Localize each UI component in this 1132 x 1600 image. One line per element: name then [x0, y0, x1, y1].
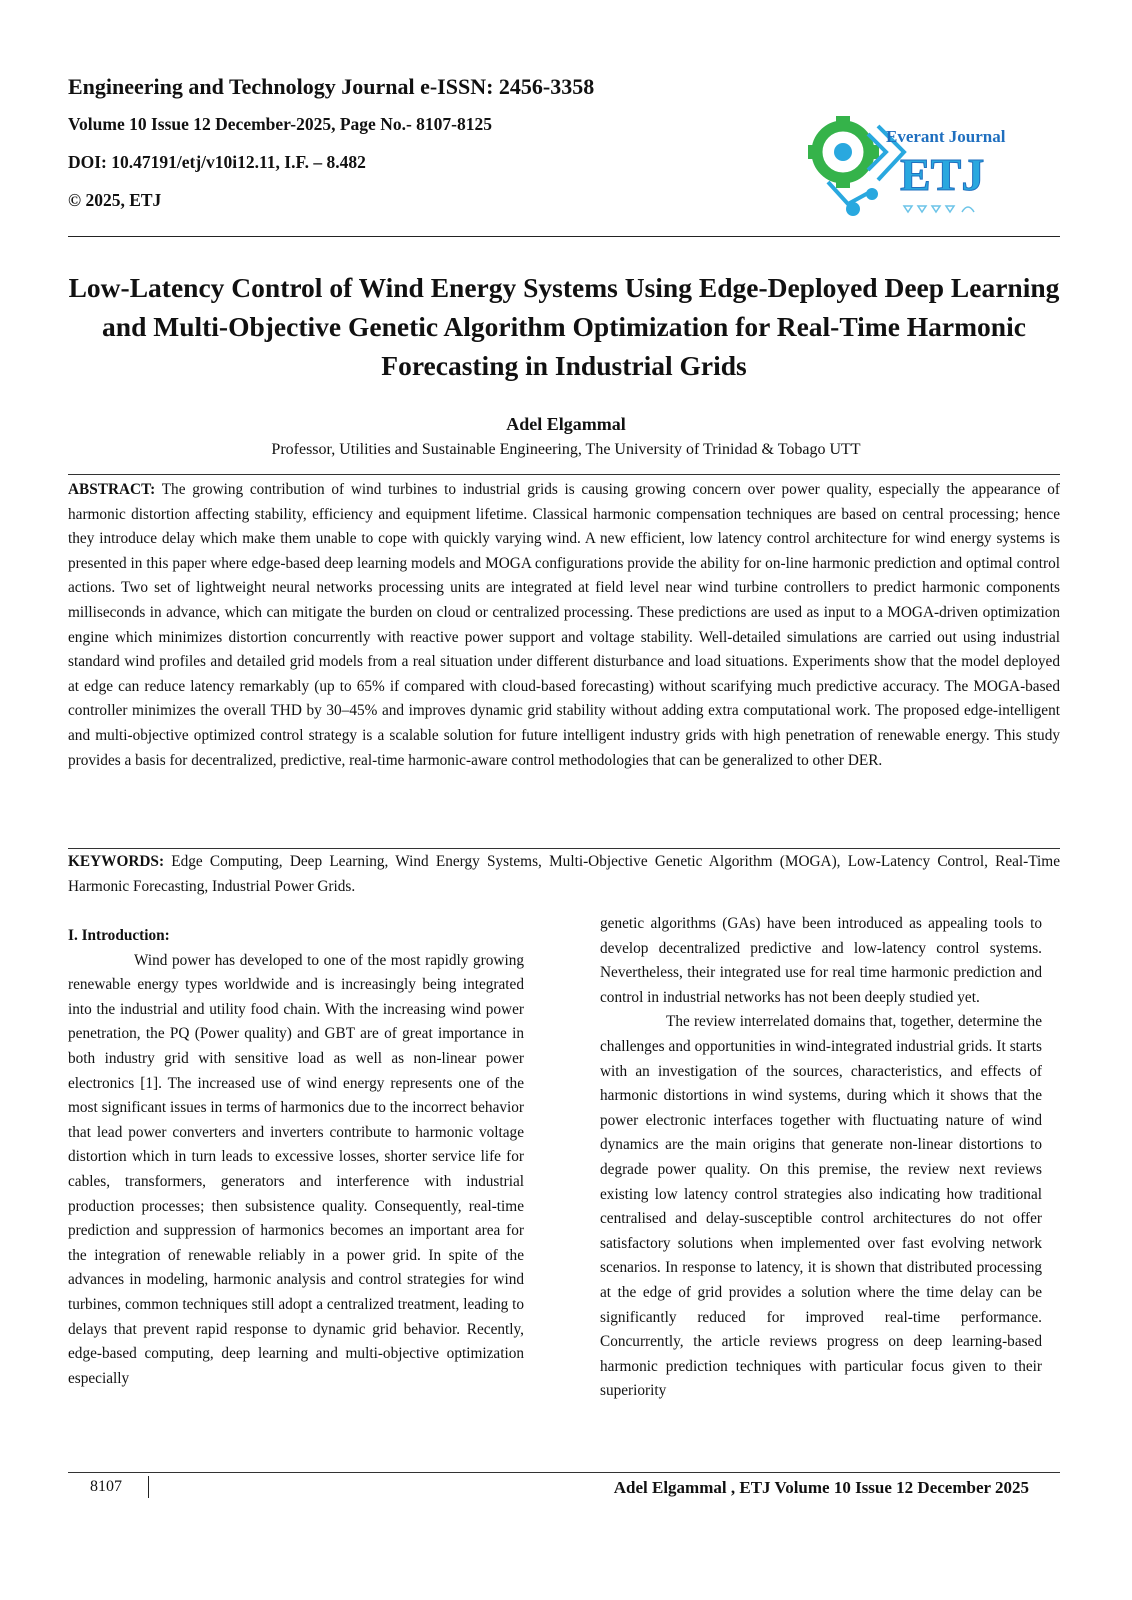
footer-divider	[68, 1472, 1060, 1473]
decorative-triangles-icon	[904, 206, 974, 212]
author-name: Adel Elgammal	[506, 414, 626, 434]
abstract-bottom-divider	[68, 848, 1060, 849]
intro-paragraph-1: Wind power has developed to one of the most rapidly growing renewable energy types worldwide and is increasingly being integrated into the industrial and utility food chain. With the increasing wind power penetration, the PQ (Power quality) and GBT are of great importance in both industry grid with sensitive load as well as non-linear power electronics [1]. The increased use of wind energy represents one of the most significant issues in terms of harmonics due to the incorrect behavior that lead power converters and inverters contribute to harmonic voltage distortion which in turn leads to excessive losses, shorter service life for cables, transformers, generators and interference with industrial production processes; then subsistence quality. Consequently, real-time prediction and suppression of harmonics becomes an important area for the integration of renewable reliably in a power grid. In spite of the advances in modeling, harmonic analysis and control strategies for wind turbines, common techniques still adopt a centralized treatment, leading to delays that prevent rapid response to dynamic grid behavior. Recently, edge-based computing, deep learning and multi-objective optimization especially	[68, 951, 524, 1387]
section-heading-introduction: I. Introduction:	[68, 927, 170, 944]
abstract	[68, 478, 1060, 773]
right-column	[600, 912, 1042, 1404]
header-divider	[68, 236, 1060, 237]
etj-logo	[808, 112, 1018, 222]
intro-paragraph-1-continued: genetic algorithms (GAs) have been introduced as appealing tools to develop decentralized predictive and low-latency control systems. Nevertheless, their integrated use for real time harmonic prediction and control in industrial networks has not been deeply studied yet.	[600, 915, 1042, 1006]
publisher-name: Everant Journal	[886, 127, 1006, 146]
keywords-label: KEYWORDS:	[68, 853, 165, 870]
footer-citation: Adel Elgammal , ETJ Volume 10 Issue 12 December 2025	[613, 1478, 1029, 1497]
volume-info: Volume 10 Issue 12 December-2025, Page No.- 8107-8125	[68, 114, 492, 134]
journal-title: Engineering and Technology Journal e-ISSN: 2456-3358	[68, 74, 595, 99]
etj-logo-graphic	[808, 112, 1018, 222]
paper-title: Low-Latency Control of Wind Energy Systems Using Edge-Deployed Deep Learning and Multi-Objective Genetic Algorithm Optimization for Real-Time Harmonic Forecasting in Industrial Grids	[68, 272, 1060, 381]
intro-paragraph-2: The review interrelated domains that, together, determine the challenges and opportunities in wind-integrated industrial grids. It starts with an investigation of the sources, characteristics, and effects of harmonic distortions in wind systems, during which it shows that the power electronic interfaces together with fluctuating nature of wind dynamics are the main origins that generate non-linear distortions to degrade power quality. On this premise, the review next reviews existing low latency control strategies also indicating how traditional centralised and delay-susceptible control architectures do not offer satisfactory solutions when implemented over fast evolving network scenarios. In response to latency, it is shown that distributed processing at the edge of grid provides a solution where the time delay can be significantly reduced for improved real-time performance. Concurrently, the article reviews progress on deep learning-based harmonic prediction techniques with particular focus given to their superiority	[600, 1013, 1042, 1400]
gear-icon	[808, 116, 879, 188]
doi-info: DOI: 10.47191/etj/v10i12.11, I.F. – 8.482	[68, 152, 366, 172]
footer-separator	[148, 1476, 149, 1498]
keywords-text: Edge Computing, Deep Learning, Wind Energy Systems, Multi-Objective Genetic Algorithm (MOGA), Low-Latency Control, Real-Time Harmonic Forecasting, Industrial Power Grids.	[68, 853, 1060, 895]
abstract-top-divider	[68, 474, 1060, 475]
copyright: © 2025, ETJ	[68, 190, 162, 210]
journal-abbrev: ETJ	[900, 149, 985, 200]
abstract-text: The growing contribution of wind turbines to industrial grids is causing growing concern over power quality, especially the appearance of harmonic distortion affecting stability, efficiency and equipment lifetime. Classical harmonic compensation techniques are based on central processing; hence they introduce delay which make them unable to cope with quickly varying wind. A new efficient, low latency control architecture for wind energy systems is presented in this paper where edge-based deep learning models and MOGA configurations provide the ability for on-line harmonic prediction and optimal control actions. Two set of lightweight neural networks processing units are integrated at field level near wind turbine controllers to predict harmonic components milliseconds in advance, which can mitigate the burden on cloud or centralized processing. These predictions are used as input to a MOGA-driven optimization engine which minimizes distortion concurrently with reactive power support and voltage stability. Well-detailed simulations are carried out using industrial standard wind profiles and detailed grid models from a real situation under different disturbance and load situations. Experiments show that the model deployed at edge can reduce latency remarkably (up to 65% if compared with cloud-based forecasting) without scarifying much predictive accuracy. The MOGA-based controller minimizes the overall THD by 30–45% and improves dynamic grid stability without adding extra computational work. The proposed edge-intelligent and multi-objective optimized control strategy is a scalable solution for future intelligent industry grids with high penetration of renewable energy. This study provides a basis for decentralized, predictive, real-time harmonic-aware control methodologies that can be generalized to other DER.	[68, 481, 1060, 769]
journal-header	[68, 74, 728, 228]
author-affiliation: Professor, Utilities and Sustainable Engineering, The University of Trinidad & Tobago UTT	[271, 441, 861, 458]
abstract-label: ABSTRACT:	[68, 481, 156, 498]
left-column	[68, 924, 524, 1391]
keywords	[68, 850, 1060, 899]
page-number: 8107	[90, 1478, 122, 1495]
